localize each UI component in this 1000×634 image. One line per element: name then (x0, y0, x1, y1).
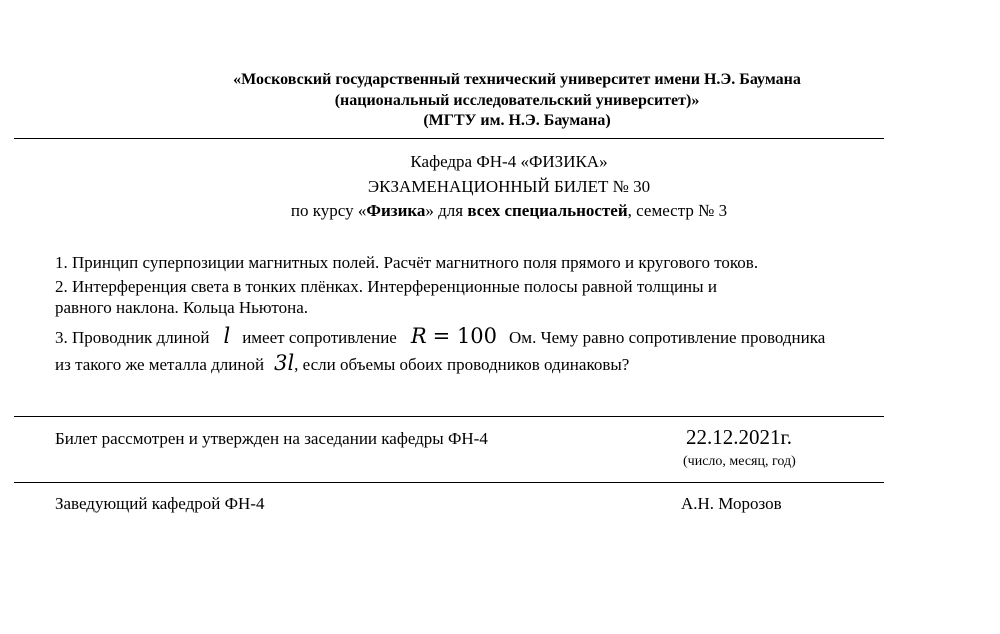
department-line: Кафедра ФН-4 «ФИЗИКА» (410, 152, 608, 171)
date-caption: (число, месяц, год) (683, 454, 796, 469)
course-suffix: , семестр № 3 (627, 201, 728, 220)
ticket-title: ЭКЗАМЕНАЦИОННЫЙ БИЛЕТ № 30 (367, 177, 651, 196)
university-status-line: (национальный исследовательский университет)» (334, 92, 700, 109)
questions-divider (14, 416, 884, 417)
resistance-value: = 100 (432, 324, 498, 348)
variable-R: R (410, 324, 427, 348)
question-2-line-1: 2. Интерференция света в тонких плёнках. Интерференционные полосы равной толщины и (55, 277, 717, 296)
header-divider (14, 138, 884, 139)
question-3-text-b: имеет сопротивление (242, 328, 397, 347)
question-3-line-2 (55, 352, 629, 376)
course-name: Физика (366, 201, 426, 220)
question-3-text-e: , если объемы обоих проводников одинаковы? (294, 355, 630, 374)
question-3-text-c: Ом. Чему равно сопротивление проводника (509, 328, 826, 347)
question-1: 1. Принцип суперпозиции магнитных полей. Расчёт магнитного поля прямого и кругового токов. (55, 253, 759, 272)
university-name-line: «Московский государственный технический университет имени Н.Э. Баумана (233, 71, 801, 88)
course-line (9, 200, 1000, 222)
course-audience: всех специальностей (467, 201, 628, 220)
course-prefix: по курсу « (290, 201, 367, 220)
question-3-text-d: из такого же металла длиной (55, 355, 265, 374)
university-abbreviation-line: (МГТУ им. Н.Э. Баумана) (423, 112, 611, 129)
question-3-line-1 (55, 325, 825, 349)
department-head-name: А.Н. Морозов (681, 494, 782, 513)
department-head-role: Заведующий кафедрой ФН-4 (55, 494, 265, 513)
approval-text: Билет рассмотрен и утвержден на заседании кафедры ФН-4 (55, 429, 488, 448)
approval-date: 22.12.2021г. (686, 425, 792, 449)
question-2-line-2: равного наклона. Кольца Ньютона. (55, 298, 308, 317)
variable-3l: 3l (274, 351, 295, 375)
question-3-text-a: 3. Проводник длиной (55, 328, 210, 347)
course-mid: » для (425, 201, 468, 220)
approval-divider (14, 482, 884, 483)
variable-l: l (223, 324, 231, 348)
